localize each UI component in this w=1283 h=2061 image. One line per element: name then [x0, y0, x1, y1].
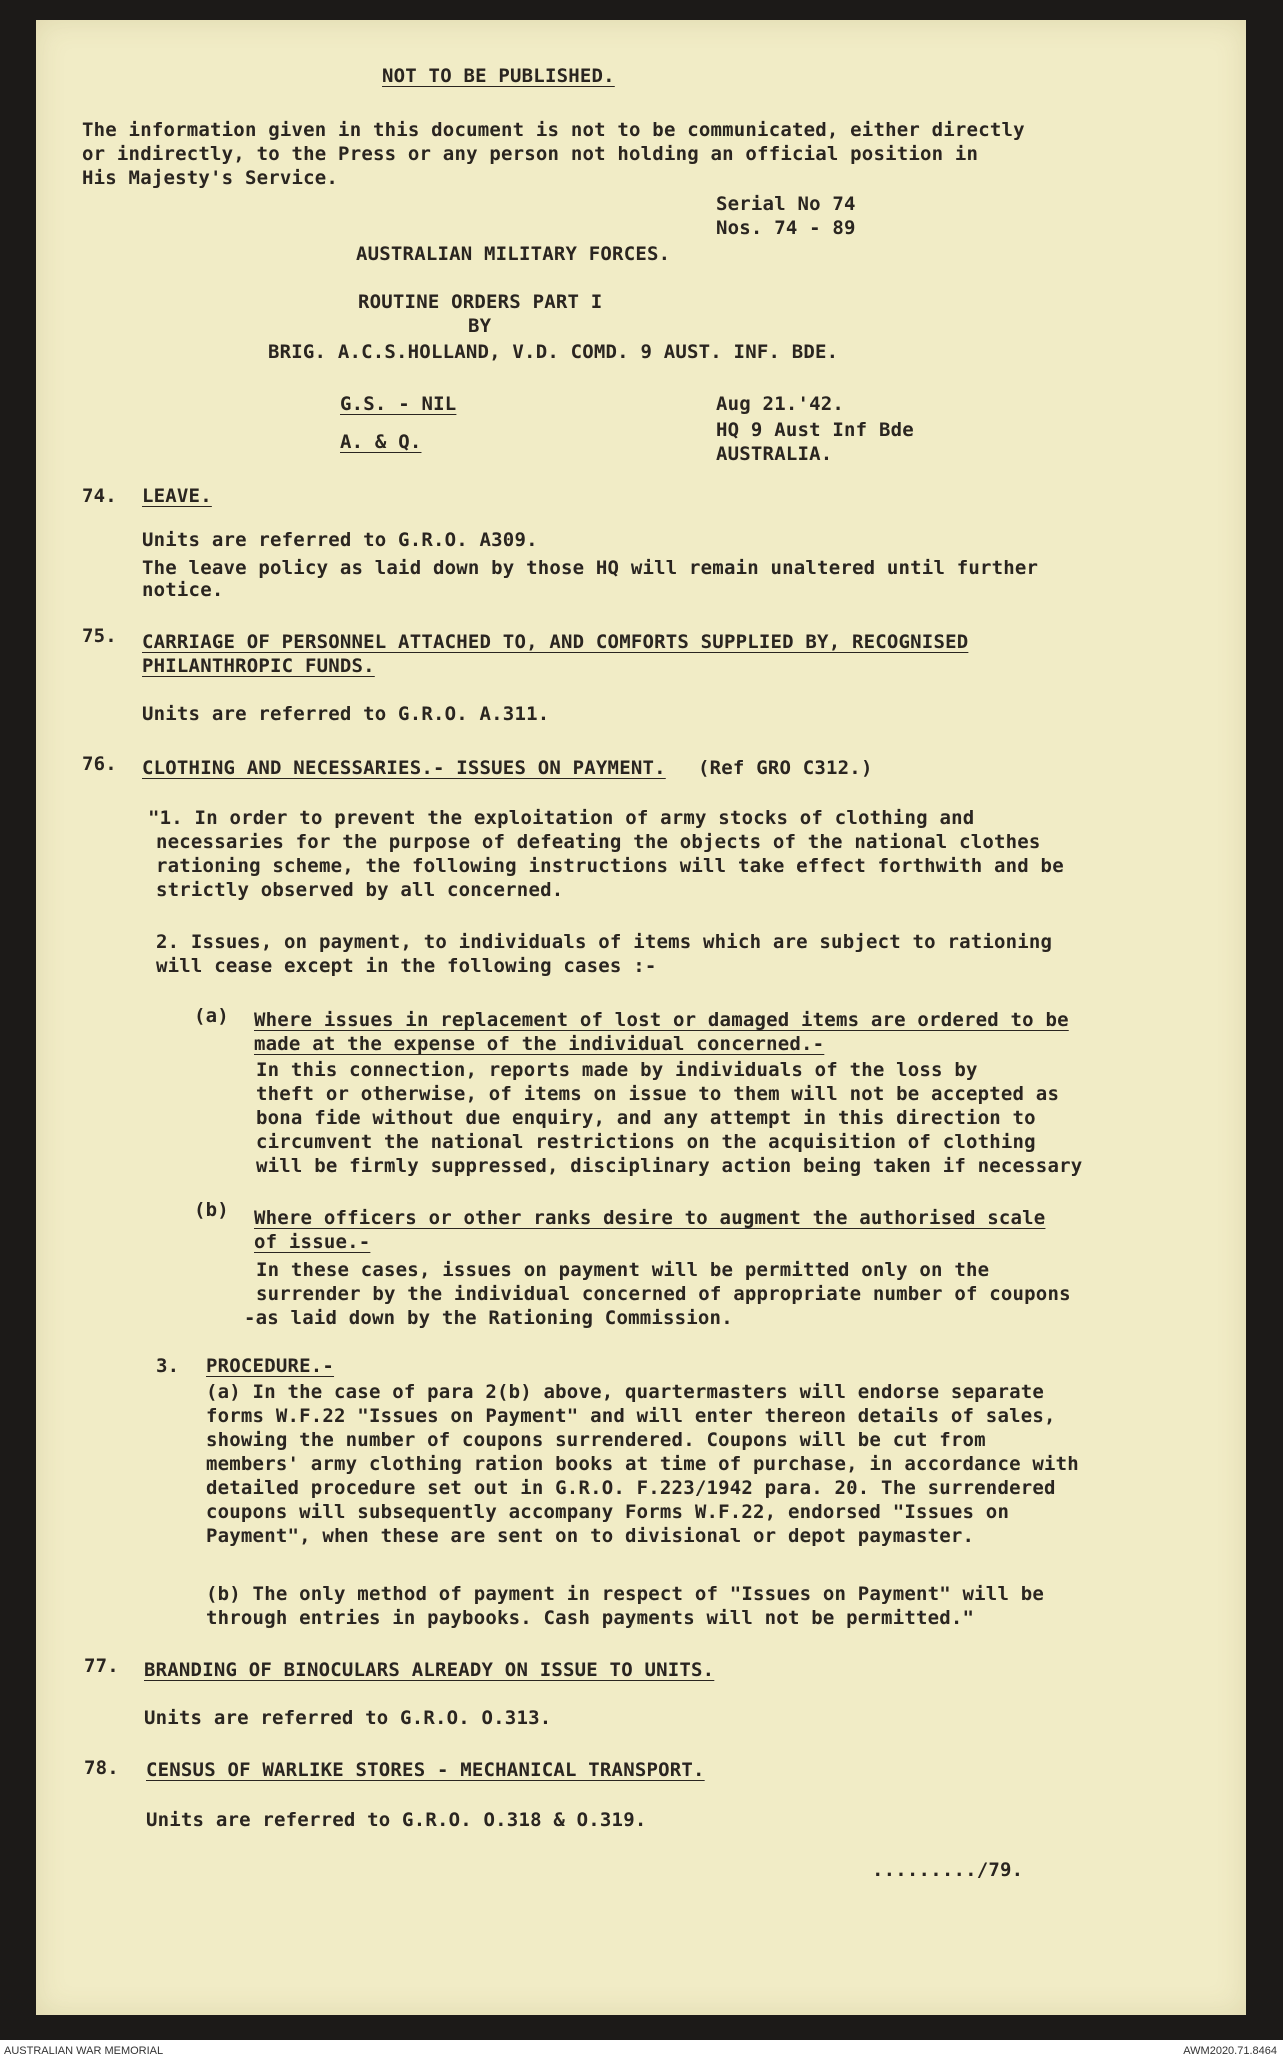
- item-title: CARRIAGE OF PERSONNEL ATTACHED TO, AND COMFORTS SUPPLIED BY, RECOGNISED: [142, 631, 969, 653]
- item-title: LEAVE.: [142, 485, 212, 507]
- sub-item-text: -as laid down by the Rationing Commission.: [244, 1307, 733, 1329]
- procedure-a: forms W.F.22 "Issues on Payment" and will enter thereon details of sales,: [206, 1405, 1056, 1427]
- sub-item-text: theft or otherwise, of items on issue to them will not be accepted as: [256, 1083, 1060, 1105]
- sub-item-text: bona fide without due enquiry, and any attempt in this direction to: [256, 1107, 1036, 1129]
- force-name: AUSTRALIAN MILITARY FORCES.: [356, 243, 671, 265]
- sub-item-title: Where issues in replacement of lost or damaged items are ordered to be: [254, 1009, 1069, 1031]
- paragraph-1: necessaries for the purpose of defeating the objects of the national clothes: [156, 831, 1041, 853]
- sub-item-label: (b): [194, 1199, 229, 1221]
- footer-left: AUSTRALIAN WAR MEMORIAL: [4, 2045, 164, 2057]
- item-title: CENSUS OF WARLIKE STORES - MECHANICAL TRANSPORT.: [146, 1759, 705, 1781]
- item-number: 75.: [82, 625, 117, 647]
- archive-footer: [0, 2042, 1283, 2061]
- item-text: Units are referred to G.R.O. A.311.: [142, 703, 550, 725]
- procedure-a: detailed procedure set out in G.R.O. F.223/1942 para. 20. The surrendered: [206, 1477, 1056, 1499]
- item-number: 76.: [82, 753, 117, 775]
- procedure-a: members' army clothing ration books at time of purchase, in accordance with: [206, 1453, 1079, 1475]
- procedure-a: Payment", when these are sent on to divisional or depot paymaster.: [206, 1525, 975, 1547]
- notice-line-3: His Majesty's Service.: [82, 167, 339, 189]
- by-label: BY: [468, 315, 492, 337]
- item-text: Units are referred to G.R.O. O.313.: [144, 1707, 552, 1729]
- item-title: CLOTHING AND NECESSARIES.- ISSUES ON PAYMENT.: [142, 757, 666, 779]
- routine-orders: ROUTINE ORDERS PART I: [358, 291, 603, 313]
- paragraph-1: rationing scheme, the following instructions will take effect forthwith and be: [156, 855, 1064, 877]
- sub-item-title: of issue.-: [254, 1231, 371, 1253]
- item-title: BRANDING OF BINOCULARS ALREADY ON ISSUE TO UNITS.: [144, 1659, 715, 1681]
- procedure-a: coupons will subsequently accompany Forms W.F.22, endorsed "Issues on: [206, 1501, 1010, 1523]
- paragraph-3-title: PROCEDURE.-: [206, 1355, 335, 1377]
- footer-right: AWM2020.71.8464: [1183, 2045, 1277, 2057]
- order-numbers: Nos. 74 - 89: [716, 217, 856, 239]
- procedure-a: showing the number of coupons surrendered. Coupons will be cut from: [206, 1429, 986, 1451]
- sub-item-text: In these cases, issues on payment will be permitted only on the: [256, 1259, 990, 1281]
- item-reference: (Ref GRO C312.): [698, 757, 873, 779]
- continuation-marker: ........./79.: [872, 1859, 1024, 1881]
- sub-item-text: will be firmly suppressed, disciplinary action being taken if necessary: [256, 1155, 1083, 1177]
- sub-item-label: (a): [194, 1005, 229, 1027]
- procedure-a: (a) In the case of para 2(b) above, quartermasters will endorse separate: [206, 1381, 1045, 1403]
- paragraph-2: will cease except in the following cases :-: [156, 955, 657, 977]
- item-text: notice.: [142, 579, 224, 601]
- serial-number: Serial No 74: [716, 193, 856, 215]
- item-title: PHILANTHROPIC FUNDS.: [142, 655, 375, 677]
- sub-item-title: Where officers or other ranks desire to augment the authorised scale: [254, 1207, 1046, 1229]
- item-number: 77.: [84, 1655, 119, 1677]
- procedure-b: through entries in paybooks. Cash payments will not be permitted.": [206, 1607, 975, 1629]
- item-number: 74.: [82, 485, 117, 507]
- paragraph-3-number: 3.: [156, 1355, 180, 1377]
- sub-item-text: circumvent the national restrictions on the acquisition of clothing: [256, 1131, 1036, 1153]
- notice-line-2: or indirectly, to the Press or any person not holding an official position in: [82, 143, 979, 165]
- document-title: NOT TO BE PUBLISHED.: [382, 65, 615, 87]
- hq-location: AUSTRALIA.: [716, 443, 833, 465]
- item-text: Units are referred to G.R.O. A309.: [142, 529, 538, 551]
- notice-line-1: The information given in this document is not to be communicated, either directly: [82, 119, 1025, 141]
- sub-item-text: surrender by the individual concerned of appropriate number of coupons: [256, 1283, 1071, 1305]
- order-date: Aug 21.'42.: [716, 393, 845, 415]
- procedure-b: (b) The only method of payment in respect of "Issues on Payment" will be: [206, 1583, 1045, 1605]
- gs-line: G.S. - NIL: [340, 393, 457, 415]
- commander: BRIG. A.C.S.HOLLAND, V.D. COMD. 9 AUST. INF. BDE.: [268, 341, 839, 363]
- sub-item-title: made at the expense of the individual concerned.-: [254, 1033, 825, 1055]
- item-number: 78.: [84, 1757, 119, 1779]
- item-text: The leave policy as laid down by those HQ will remain unaltered until further: [142, 557, 1039, 579]
- item-text: Units are referred to G.R.O. O.318 & O.319.: [146, 1809, 647, 1831]
- paragraph-2: 2. Issues, on payment, to individuals of items which are subject to rationing: [156, 931, 1053, 953]
- aq-line: A. & Q.: [340, 431, 422, 453]
- hq-name: HQ 9 Aust Inf Bde: [716, 419, 914, 441]
- sub-item-text: In this connection, reports made by individuals of the loss by: [256, 1059, 978, 1081]
- paragraph-1: strictly observed by all concerned.: [156, 879, 564, 901]
- paragraph-1: "1. In order to prevent the exploitation of army stocks of clothing and: [148, 807, 975, 829]
